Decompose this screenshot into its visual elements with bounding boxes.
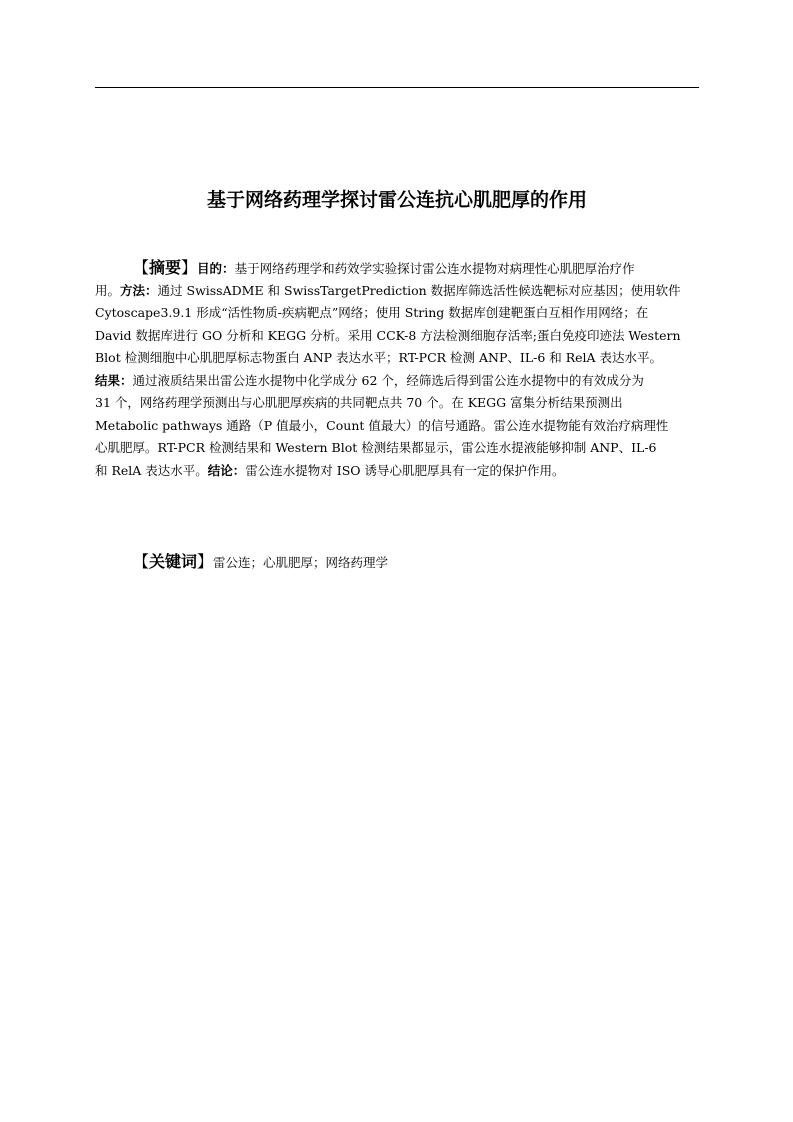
keywords-heading: [133, 552, 213, 571]
abstract-line-4: [95, 325, 699, 348]
abstract-line-8: [95, 415, 699, 438]
abstract-line-10: [95, 460, 699, 483]
keywords-bracket-open: 【: [133, 552, 150, 571]
keywords-text: 雷公连；心肌肥厚；网络药理学: [213, 555, 389, 570]
abstract-line-3: [95, 302, 699, 325]
abstract-text: 和 RelA 表达水平。: [95, 462, 208, 478]
abstract-text: 基于网络药理学和药效学实验探讨雷公连水提物对病理性心肌肥厚治疗作: [234, 261, 635, 276]
header-rule: [95, 87, 699, 88]
abstract-line-1: [95, 257, 699, 280]
abstract-text: 通过液质结果出雷公连水提物中化学成分 62 个，经筛选后得到雷公连水提物中的有效成分为: [132, 372, 644, 388]
abstract-heading-word: 摘要: [149, 258, 182, 277]
methods-label: 方法：: [120, 282, 158, 298]
abstract-text: 用。: [95, 282, 121, 298]
abstract-section: [95, 257, 699, 482]
keywords-bracket-close: 】: [197, 552, 214, 571]
abstract-bracket-close: 】: [181, 258, 198, 277]
abstract-bracket-open: 【: [133, 258, 150, 277]
keywords-section: [133, 550, 388, 575]
keywords-heading-word: 关键词: [149, 552, 198, 571]
abstract-text: Metabolic pathways 通路（P 值最小，Count 值最大）的信号通路。雷公连水提物能有效治疗病理性: [95, 417, 669, 433]
abstract-text: David 数据库进行 GO 分析和 KEGG 分析。采用 CCK-8 方法检测细胞存活率;蛋白免疫印迹法 Western: [95, 327, 681, 343]
abstract-text: Blot 检测细胞中心肌肥厚标志物蛋白 ANP 表达水平；RT-PCR 检测 ANP、IL-6 和 RelA 表达水平。: [95, 350, 663, 365]
abstract-text: 31 个，网络药理学预测出与心肌肥厚疾病的共同靶点共 70 个。在 KEGG 富集分析结果预测出: [95, 395, 623, 410]
abstract-heading: [133, 258, 197, 277]
abstract-line-9: [95, 437, 699, 460]
abstract-text: 雷公连水提物对 ISO 诱导心肌肥厚具有一定的保护作用。: [245, 462, 565, 478]
conclusion-label: 结论：: [207, 462, 246, 478]
objective-label: 目的：: [197, 261, 235, 276]
abstract-line-2: [95, 280, 699, 303]
results-label: 结果：: [95, 372, 133, 388]
abstract-line-5: [95, 347, 699, 370]
abstract-line-6: [95, 370, 699, 393]
abstract-line-7: [95, 392, 699, 415]
document-title: 基于网络药理学探讨雷公连抗心肌肥厚的作用: [206, 189, 587, 211]
abstract-text: 心肌肥厚。RT-PCR 检测结果和 Western Blot 检测结果都显示，雷公连水提液能够抑制 ANP、IL-6: [95, 440, 657, 455]
abstract-text: 通过 SwissADME 和 SwissTargetPrediction 数据库筛选活性候选靶标对应基因；使用软件: [157, 282, 681, 298]
abstract-text: Cytoscape3.9.1 形成“活性物质-疾病靶点”网络；使用 String 数据库创建靶蛋白互相作用网络；在: [95, 305, 649, 320]
